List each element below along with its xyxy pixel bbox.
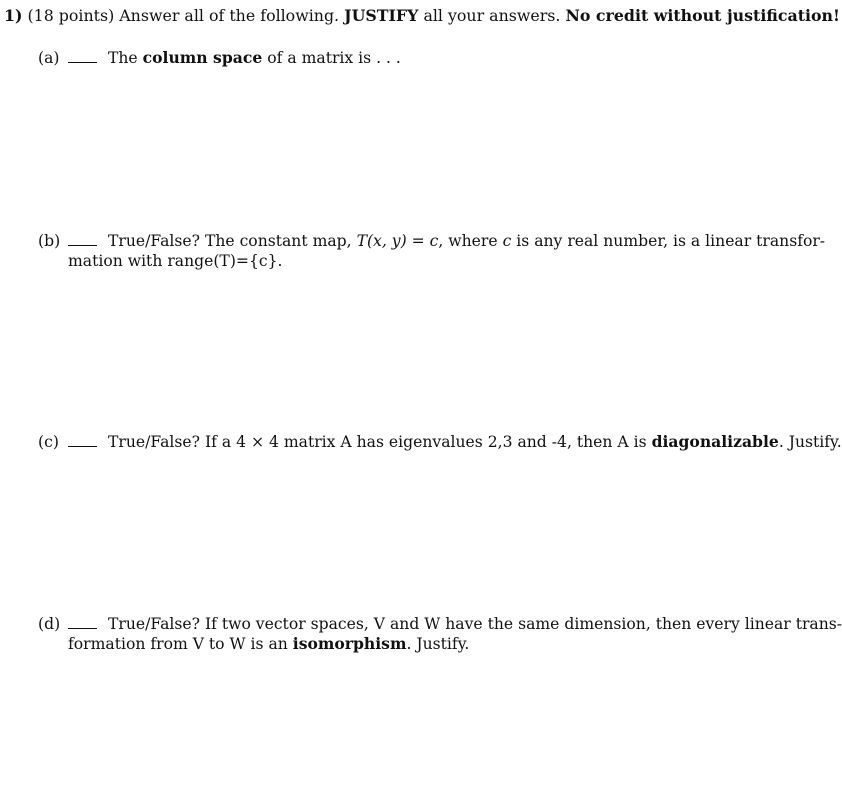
answer-blank[interactable] <box>68 446 97 447</box>
question-bold-term: isomorphism <box>292 634 407 653</box>
justify-text: JUSTIFY <box>344 6 419 25</box>
answer-blank[interactable] <box>68 628 97 629</box>
question-bold-term: column space <box>142 48 263 67</box>
question-text-continued: mation with range(T)={c}. <box>68 252 283 270</box>
answer-blank[interactable] <box>68 62 97 63</box>
question-text: . Justify. <box>406 635 470 653</box>
question-label: (a) <box>38 49 60 67</box>
points-text: (18 points) Answer all of the following. <box>27 6 340 25</box>
question-text: . Justify. <box>778 433 842 451</box>
question-b <box>38 231 826 271</box>
question-a <box>38 48 792 68</box>
math-variable: c <box>502 232 512 250</box>
question-bold-term: diagonalizable <box>651 432 779 451</box>
question-text: True/False? If a 4 × 4 matrix A has eigenvalues 2,3 and -4, then A is <box>107 433 647 451</box>
question-text: The <box>107 49 138 67</box>
header-mid-text: all your answers. <box>423 6 561 25</box>
question-text: is any real number, is a linear transfor- <box>516 232 826 250</box>
question-c <box>38 432 842 452</box>
math-expression: T(x, y) = c <box>356 232 439 250</box>
question-text: True/False? The constant map, <box>107 232 352 250</box>
problem-number: 1) <box>4 6 23 25</box>
problem-header <box>4 6 840 25</box>
question-d <box>38 614 842 654</box>
question-label: (b) <box>38 232 61 250</box>
no-credit-text: No credit without justification! <box>565 6 840 25</box>
question-text: True/False? If two vector spaces, V and W have the same dimension, then every linear trans- <box>107 615 842 633</box>
question-text: , where <box>438 232 498 250</box>
question-text-continued: formation from V to W is an <box>68 635 288 653</box>
question-label: (d) <box>38 615 61 633</box>
question-label: (c) <box>38 433 59 451</box>
question-text: of a matrix is . . . <box>267 49 401 67</box>
answer-blank[interactable] <box>68 245 97 246</box>
